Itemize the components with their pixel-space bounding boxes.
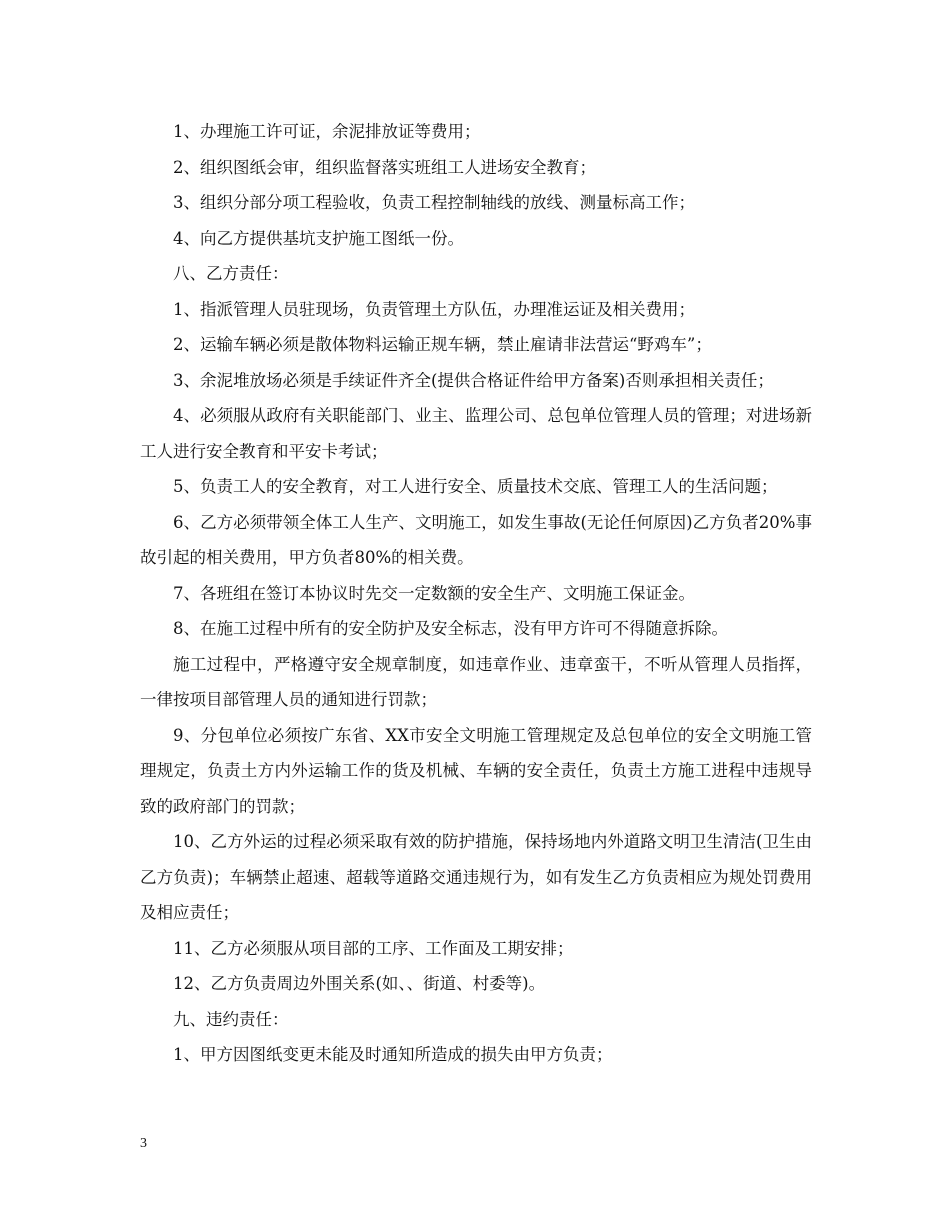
paragraph-18: 12、乙方负责周边外围关系(如、、街道、村委等)。 xyxy=(173,974,546,993)
paragraph-9: 4、必须服从政府有关职能部门、业主、监理公司、总包单位管理人员的管理；对进场新工人进行安全教育和平安卡考试； xyxy=(140,406,812,461)
paragraph-12: 7、各班组在签订本协议时先交一定数额的安全生产、文明施工保证金。 xyxy=(173,583,695,603)
section-heading-breach: 九、违约责任： xyxy=(173,1009,289,1029)
paragraph-6: 1、指派管理人员驻现场，负责管理土方队伍，办理准运证及相关费用； xyxy=(173,299,695,319)
paragraph-17: 11、乙方必须服从项目部的工序、工作面及工期安排； xyxy=(173,938,574,958)
paragraph-20: 1、甲方因图纸变更未能及时通知所造成的损失由甲方负责； xyxy=(173,1045,613,1064)
page-number: 3 xyxy=(140,1136,147,1151)
paragraph-16: 10、乙方外运的过程必须采取有效的防护措施，保持场地内外道路文明卫生清洁(卫生由乙方负责)；车辆禁止超速、超载等道路交通违规行为，如有发生乙方负责相应为规处罚费用及相应责任； xyxy=(140,832,812,922)
paragraph-10: 5、负责工人的安全教育，对工人进行安全、质量技术交底、管理工人的生活问题； xyxy=(173,477,778,496)
paragraph-2: 2、组织图纸会审，组织监督落实班组工人进场安全教育； xyxy=(173,157,596,177)
paragraph-13: 8、在施工过程中所有的安全防护及安全标志，没有甲方许可不得随意拆除。 xyxy=(173,619,728,638)
paragraph-4: 4、向乙方提供基坑支护施工图纸一份。 xyxy=(173,228,464,248)
document-body xyxy=(140,114,812,1073)
paragraph-14: 施工过程中，严格遵守安全规章制度，如违章作业、违章蛮干，不听从管理人员指挥，一律按项目部管理人员的通知进行罚款； xyxy=(140,654,812,709)
paragraph-8: 3、余泥堆放场必须是手续证件齐全(提供合格证件给甲方备案)否则承担相关责任； xyxy=(173,370,774,390)
paragraph-3: 3、组织分部分项工程验收，负责工程控制轴线的放线、测量标高工作； xyxy=(173,193,695,212)
paragraph-1: 1、办理施工许可证，余泥排放证等费用； xyxy=(173,122,481,141)
paragraph-11: 6、乙方必须带领全体工人生产、文明施工，如发生事故(无论任何原因)乙方负者20%事故引起的相关费用，甲方负者80%的相关费。 xyxy=(140,512,812,567)
paragraph-7: 2、运输车辆必须是散体物料运输正规车辆，禁止雇请非法营运“野鸡车”； xyxy=(173,335,712,354)
section-heading-party-b: 八、乙方责任： xyxy=(173,264,289,283)
paragraph-15: 9、分包单位必须按广东省、XX市安全文明施工管理规定及总包单位的安全文明施工管理规定，负责土方内外运输工作的货及机械、车辆的安全责任，负责土方施工进程中违规导致的政府部门的罚款； xyxy=(140,725,812,816)
